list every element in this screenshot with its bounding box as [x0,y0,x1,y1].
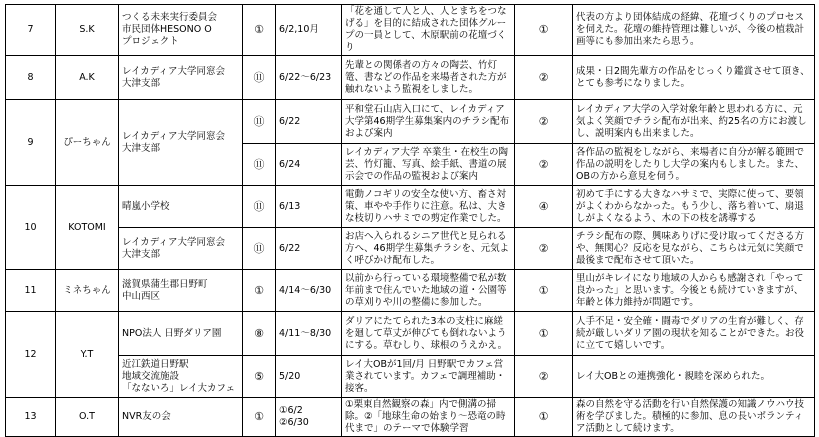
table-row [6,356,815,398]
evaluation-mark: ① [515,398,573,437]
organization: レイカディア大学同窓会 大津支部 [119,100,243,186]
activity-date: 4/14〜6/30 [276,270,342,312]
activity-date: 6/22〜6/23 [276,56,342,100]
evaluation-mark: ② [515,100,573,144]
category-mark: ⑪ [243,100,276,144]
category-mark: ⑪ [243,228,276,270]
comment: 各作品の監視をしながら、来場者に自分が解る範囲で作品の説明をしたりし大学の案内もしました。また、OBの方から意見を伺う。 [573,144,815,186]
comment: レイカディア大学の入学対象年齢と思われる方に、元気よく笑顔でチラシ配布が出来、約25名の方にお渡しし、説明案内も出来ました。 [573,100,815,144]
table-row [6,312,815,356]
evaluation-mark: ② [515,144,573,186]
row-number: 8 [6,56,56,100]
table-row [6,398,815,437]
comment: 人手不足・安全確・闘毒でダリアの生育が難しく、存続が厳しいダリア園の現状を知ることができた。お役に立てて嬉しいです。 [573,312,815,356]
activity-content: ①栗東自然観察の森」内で側溝の掃除。②「地球生命の始まり〜恐竜の時代まで」のテーマで体験学習 [342,398,515,437]
activity-date: 6/13 [276,186,342,228]
evaluation-mark: ① [515,5,573,56]
evaluation-mark: ① [515,312,573,356]
category-mark: ⑧ [243,312,276,356]
comment: レイ大OBとの連携強化・親睦を深められた。 [573,356,815,398]
evaluation-mark: ④ [515,186,573,228]
category-mark: ⑪ [243,56,276,100]
organization: レイカディア大学同窓会 大津支部 [119,56,243,100]
activity-content: 以前から行っている環境整備で私が数年前まで住んでいた地域の道・公園等の草刈りや川の整備に参加した。 [342,270,515,312]
participant-name: A.K [56,56,119,100]
evaluation-mark: ② [515,228,573,270]
evaluation-mark: ② [515,56,573,100]
activity-content: 先輩との関係者の方々の陶芸、竹灯篭、書などの作品を来場者された方が触れないよう監視をしました。 [342,56,515,100]
comment: 成果・日2間先輩方の作品をじっくり鑑賞させて頂き、とても参考になりました。 [573,56,815,100]
table-row [6,100,815,144]
activity-date: 6/22 [276,228,342,270]
organization: NPO法人 日野ダリア園 [119,312,243,356]
category-mark: ① [243,398,276,437]
activity-date: 5/20 [276,356,342,398]
activity-content: レイ大OBが1回/月 日野駅でカフェ営業されています。カフェで調理補助・接客。 [342,356,515,398]
activity-content: 平和堂石山店入口にて、レイカディア大学第46期学生募集案内のチラシ配布および案内 [342,100,515,144]
participant-name: KOTOMI [56,186,119,270]
comment: 里山がキレイになり地域の人からも感謝され「やって良かった」と思います。今後とも続けていきますが、年齢と体力維持が問題です。 [573,270,815,312]
row-number: 7 [6,5,56,56]
comment: チラシ配布の際、興味ありげに受け取ってくださる方や、無関心？反応を見ながら、こちらは元気に笑顔で最後まで配布させて頂いた。 [573,228,815,270]
comment: 代表の方より団体結成の経緯、花壇づくりのプロセスを伺えた。花壇の維持管理は難しいが、今後の植栽計画等にも参加出来たら思う。 [573,5,815,56]
row-number: 9 [6,100,56,186]
participant-name: Y.T [56,312,119,398]
organization: NVR友の会 [119,398,243,437]
participant-name: S.K [56,5,119,56]
activity-content: 「花を通して人と人、人とまちをつなげる」を目的に結成された団体グループの一員として、木原駅前の花壇づくり [342,5,515,56]
organization: 晴嵐小学校 [119,186,243,228]
table-row [6,5,815,56]
comment: 森の自然を守る活動を行い自然保護の知識ノウハウ技術を学びました。積極的に参加、息の長いボランティア活動として続けます。 [573,398,815,437]
table-row [6,270,815,312]
activity-content: レイカディア大学 卒業生・在校生の陶芸、竹灯籠、写真、絵手紙、書道の展示会での作品の監視および案内 [342,144,515,186]
category-mark: ① [243,270,276,312]
participant-name: O.T [56,398,119,437]
activity-date: ①6/2 ②6/30 [276,398,342,437]
table-row [6,56,815,100]
row-number: 13 [6,398,56,437]
row-number: 11 [6,270,56,312]
category-mark: ⑤ [243,356,276,398]
activity-content: ダリアにたてられた3本の支柱に麻縒を廻して草丈が伸びても倒れないようにする。草むしり、球根のうえかえ。 [342,312,515,356]
comment: 初めて手にする大きなハサミで、実際に使って、要領がよくわからなかった。もう少し、落ち着いて、扇退しがよくなるよう、木の下の枝を誘導する [573,186,815,228]
category-mark: ① [243,5,276,56]
activity-date: 6/22 [276,100,342,144]
activity-content: 電動ノコギリの安全な使い方、畜さ対策、車やや手作りに注意。私は、大きな枝切りハサミでの剪定作業でした。 [342,186,515,228]
organization: 近江鉄道日野駅 地域交流施設 「なないろ」レイ大カフェ [119,356,243,398]
row-number: 12 [6,312,56,398]
organization: 滋賀県蒲生郡日野町 中山西区 [119,270,243,312]
category-mark: ⑪ [243,186,276,228]
activity-date: 6/24 [276,144,342,186]
row-number: 10 [6,186,56,270]
activity-report-table [5,4,815,437]
activity-content: お店へ入られるシニア世代と見られる方へ、46期学生募集チラシを、元気よく呼びかけ配布した。 [342,228,515,270]
participant-name: ぴーちゃん [56,100,119,186]
organization: レイカディア大学同窓会 大津支部 [119,228,243,270]
activity-date: 6/2,10月 [276,5,342,56]
organization: つくる未来実行委員会 市民団体HESONO O プロジェクト [119,5,243,56]
evaluation-mark: ① [515,270,573,312]
table-row [6,186,815,228]
participant-name: ミネちゃん [56,270,119,312]
evaluation-mark: ② [515,356,573,398]
activity-date: 4/11〜8/30 [276,312,342,356]
category-mark: ⑪ [243,144,276,186]
table-row [6,228,815,270]
